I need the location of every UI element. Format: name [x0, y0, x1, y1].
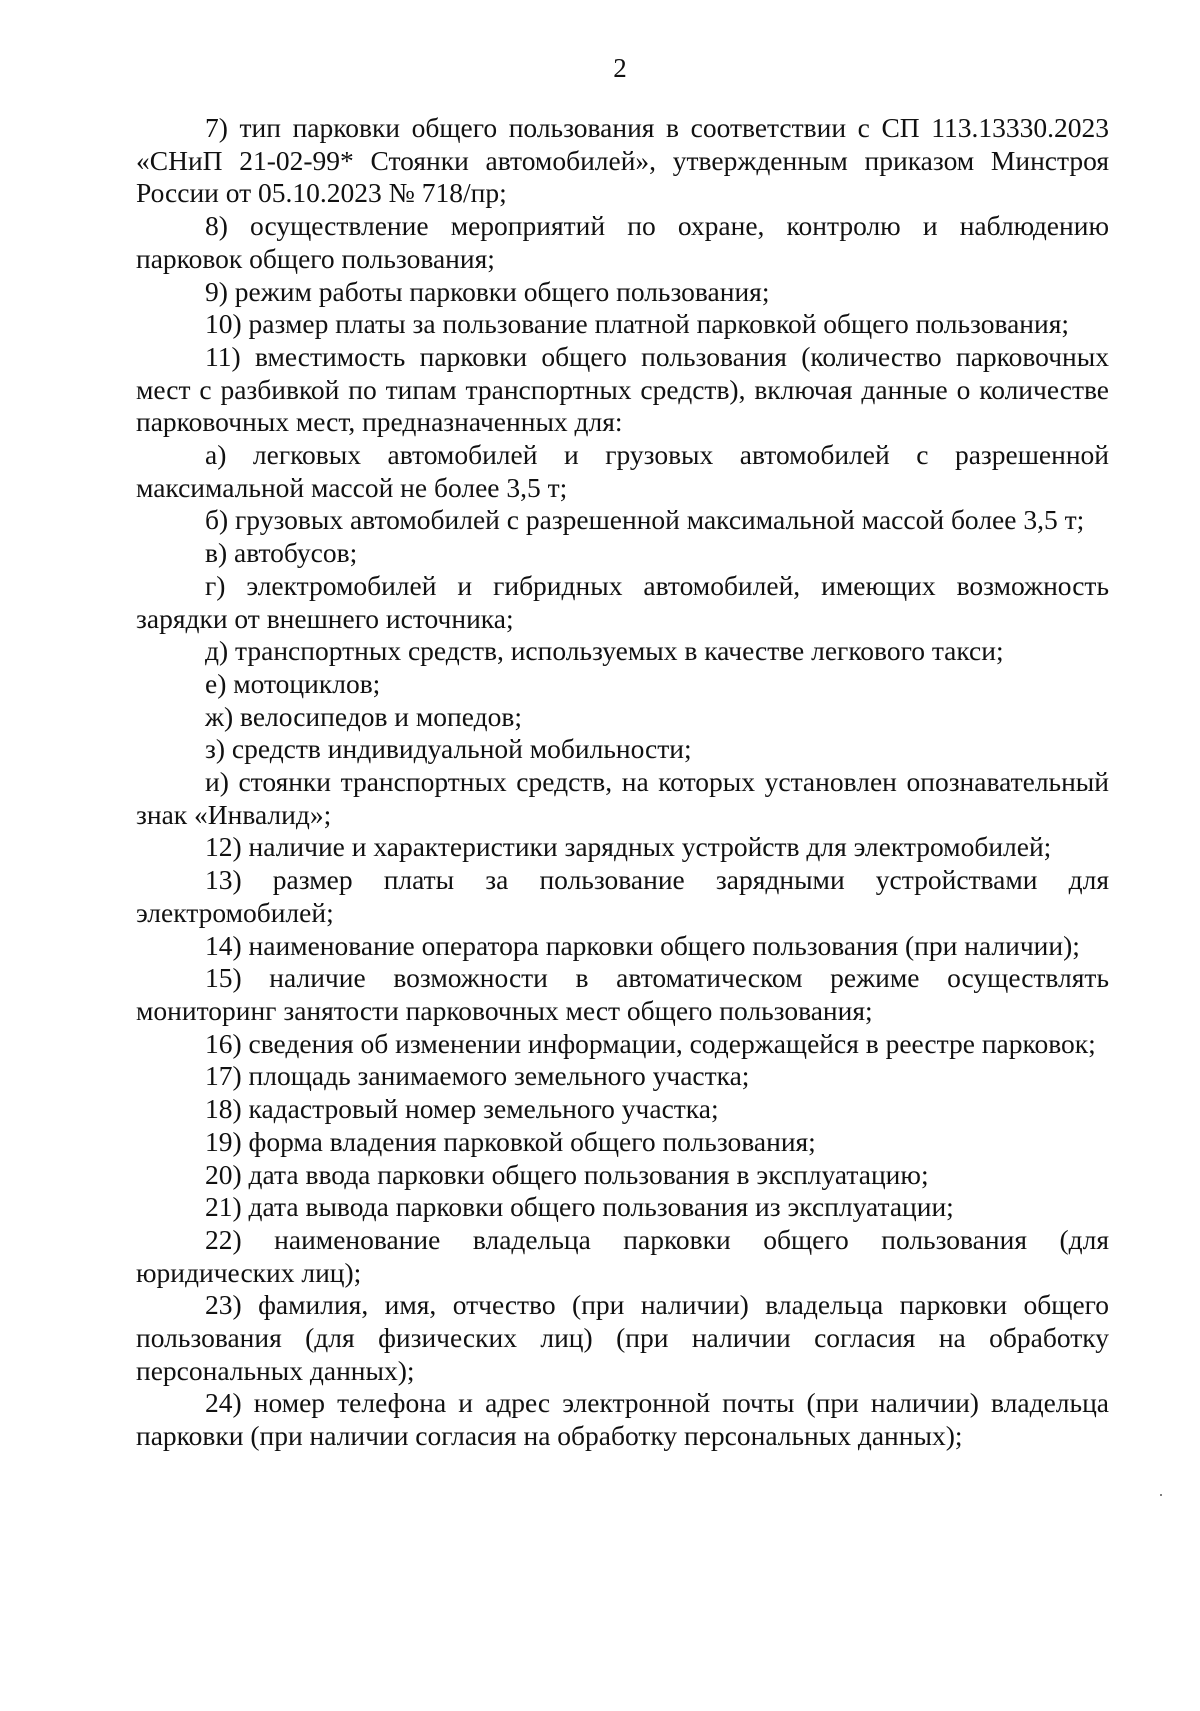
list-item-13: 13) размер платы за пользование зарядными устройствами для электромобилей;: [136, 864, 1109, 928]
list-item-15: 15) наличие возможности в автоматическом режиме осуществлять мониторинг занятости парковочных мест общего пользования;: [136, 962, 1109, 1026]
document-body: [136, 112, 1109, 1453]
sub-item-b: б) грузовых автомобилей с разрешенной максимальной массой более 3,5 т;: [205, 504, 1085, 536]
list-item-11: 11) вместимость парковки общего пользования (количество парковочных мест с разбивкой по типам транспортных средств), включая данные о количестве парковочных мест, предназначенных для:: [136, 340, 1109, 438]
list-item-19: 19) форма владения парковкой общего пользования;: [205, 1125, 816, 1157]
sub-item-a: а) легковых автомобилей и грузовых автомобилей с разрешенной максимальной массой не более 3,5 т;: [136, 439, 1109, 503]
list-item-18: 18) кадастровый номер земельного участка;: [205, 1093, 719, 1125]
scan-speck: [1160, 1494, 1162, 1496]
list-item-21: 21) дата вывода парковки общего пользования из эксплуатации;: [205, 1191, 954, 1223]
list-item-17: 17) площадь занимаемого земельного участка;: [205, 1060, 750, 1092]
page-number: 2: [613, 53, 627, 83]
list-item-24: 24) номер телефона и адрес электронной почты (при наличии) владельца парковки (при наличии согласия на обработку персональных данных);: [136, 1387, 1109, 1452]
list-item-12: 12) наличие и характеристики зарядных устройств для электромобилей;: [205, 831, 1052, 863]
sub-item-d: д) транспортных средств, используемых в качестве легкового такси;: [205, 635, 1004, 667]
list-item-16: 16) сведения об изменении информации, содержащейся в реестре парковок;: [205, 1027, 1096, 1059]
list-item-22: 22) наименование владельца парковки общего пользования (для юридических лиц);: [136, 1223, 1109, 1288]
list-item-9: 9) режим работы парковки общего пользования;: [205, 275, 770, 307]
list-item-14: 14) наименование оператора парковки общего пользования (при наличии);: [205, 929, 1080, 961]
sub-item-i: и) стоянки транспортных средств, на которых установлен опознавательный знак «Инвалид»;: [136, 766, 1109, 830]
sub-item-v: в) автобусов;: [205, 537, 358, 569]
list-item-8: 8) осуществление мероприятий по охране, контролю и наблюдению парковок общего пользования;: [136, 210, 1109, 274]
list-item-20: 20) дата ввода парковки общего пользования в эксплуатацию;: [205, 1158, 929, 1190]
sub-item-e: е) мотоциклов;: [205, 667, 381, 699]
list-item-7: 7) тип парковки общего пользования в соответствии с СП 113.13330.2023 «СНиП 21-02-99* Стоянки автомобилей», утвержденным приказом Минстроя России от 05.10.2023 № 718/пр;: [136, 112, 1109, 209]
sub-item-zh: ж) велосипедов и мопедов;: [205, 700, 522, 732]
list-item-23: 23) фамилия, имя, отчество (при наличии) владельца парковки общего пользования (для физических лиц) (при наличии согласия на обработку персональных данных);: [136, 1289, 1109, 1386]
list-item-10: 10) размер платы за пользование платной парковкой общего пользования;: [205, 308, 1070, 340]
sub-item-g: г) электромобилей и гибридных автомобилей, имеющих возможность зарядки от внешнего источника;: [136, 569, 1109, 634]
sub-item-z: з) средств индивидуальной мобильности;: [205, 733, 692, 765]
